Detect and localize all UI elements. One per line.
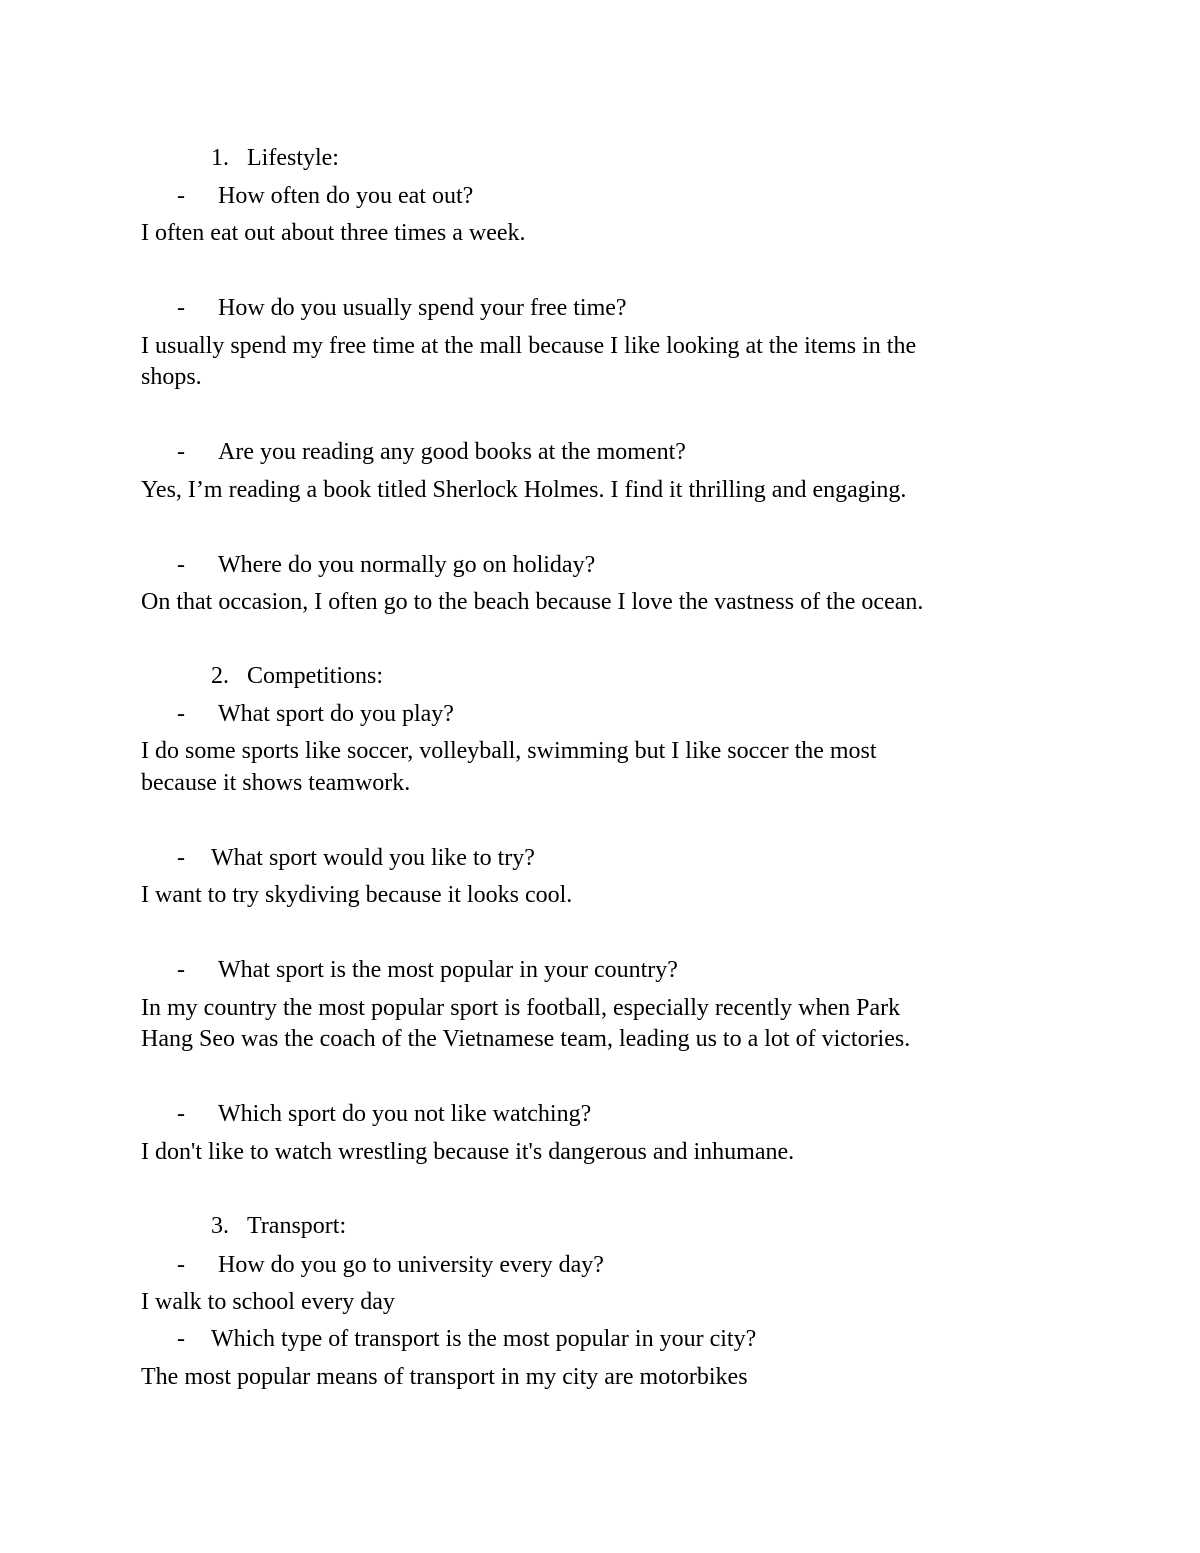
answer-text: Hang Seo was the coach of the Vietnamese team, leading us to a lot of victories. (141, 1026, 911, 1052)
answer-text: In my country the most popular sport is football, especially recently when Park (141, 995, 901, 1021)
question-text: Are you reading any good books at the moment? (218, 439, 686, 465)
answer-text: I do some sports like soccer, volleyball, swimming but I like soccer the most (141, 738, 877, 764)
question-text: Which type of transport is the most popular in your city? (211, 1326, 757, 1352)
answer-text: Yes, I’m reading a book titled Sherlock Holmes. I find it thrilling and engaging. (141, 477, 907, 503)
question-text: What sport do you play? (218, 701, 454, 727)
question-text: Which sport do you not like watching? (218, 1101, 592, 1127)
section-1-title: Lifestyle: (247, 145, 339, 171)
question-bullet: - (177, 552, 185, 578)
answer-text: I want to try skydiving because it looks cool. (141, 882, 573, 908)
section-2-title: Competitions: (247, 663, 384, 689)
question-bullet: - (177, 1101, 185, 1127)
section-3-number: 3. (211, 1213, 229, 1239)
question-text: How do you go to university every day? (218, 1252, 604, 1278)
question-bullet: - (177, 701, 185, 727)
answer-text: shops. (141, 364, 202, 390)
section-1-number: 1. (211, 145, 229, 171)
question-text: How do you usually spend your free time? (218, 295, 627, 321)
question-text: How often do you eat out? (218, 183, 474, 209)
answer-text: I walk to school every day (141, 1289, 395, 1315)
answer-text: I don't like to watch wrestling because it's dangerous and inhumane. (141, 1139, 795, 1165)
section-2-number: 2. (211, 663, 229, 689)
answer-text: I often eat out about three times a week. (141, 220, 526, 246)
answer-text: The most popular means of transport in my city are motorbikes (141, 1364, 748, 1390)
question-text: What sport would you like to try? (211, 845, 535, 871)
question-text: What sport is the most popular in your country? (218, 957, 678, 983)
question-text: Where do you normally go on holiday? (218, 552, 596, 578)
question-bullet: - (177, 1252, 185, 1278)
question-bullet: - (177, 845, 185, 871)
question-bullet: - (177, 1326, 185, 1352)
answer-text: because it shows teamwork. (141, 770, 411, 796)
section-3-title: Transport: (247, 1213, 347, 1239)
question-bullet: - (177, 183, 185, 209)
question-bullet: - (177, 295, 185, 321)
question-bullet: - (177, 957, 185, 983)
answer-text: I usually spend my free time at the mall because I like looking at the items in the (141, 333, 917, 359)
answer-text: On that occasion, I often go to the beach because I love the vastness of the ocean. (141, 589, 924, 615)
question-bullet: - (177, 439, 185, 465)
